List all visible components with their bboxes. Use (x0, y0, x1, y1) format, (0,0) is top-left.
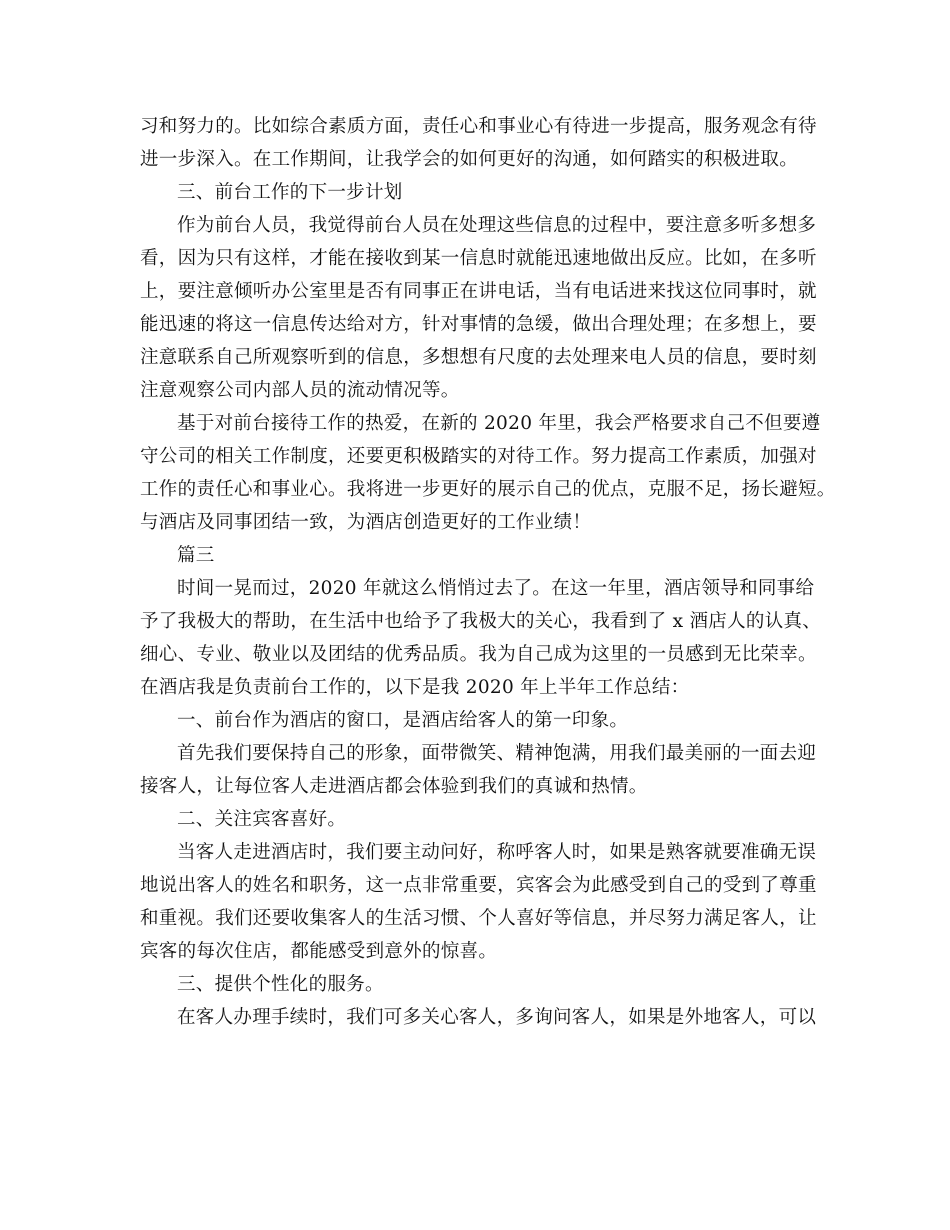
text-line: 宾客的每次住店，都能感受到意外的惊喜。 (140, 941, 498, 962)
text-line: 看，因为只有这样，才能在接收到某一信息时就能迅速地做出反应。比如，在多听 (140, 248, 817, 269)
text-line: 接客人，让每位客人走进酒店都会体验到我们的真诚和热情。 (140, 776, 648, 797)
text-line: 进一步深入。在工作期间，让我学会的如何更好的沟通，如何踏实的积极进取。 (140, 149, 799, 170)
text-line: 当客人走进酒店时，我们要主动问好，称呼客人时，如果是熟客就要准确无误 (177, 842, 817, 863)
text-line: 注意观察公司内部人员的流动情况等。 (140, 380, 460, 401)
text-line: 工作的责任心和事业心。我将进一步更好的展示自己的优点，克服不足，扬长避短。 (140, 479, 836, 500)
text-line: 地说出客人的姓名和职务，这一点非常重要，宾客会为此感受到自己的受到了尊重 (140, 875, 817, 896)
text-line: 在酒店我是负责前台工作的，以下是我 2020 年上半年工作总结： (140, 677, 690, 698)
text-line: 习和努力的。比如综合素质方面，责任心和事业心有待进一步提高，服务观念有待 (140, 116, 817, 137)
section-heading: 三、前台工作的下一步计划 (177, 182, 403, 203)
section-heading: 三、提供个性化的服务。 (177, 974, 384, 995)
text-line: 基于对前台接待工作的热爱，在新的 2020 年里，我会严格要求自己不但要遵 (177, 413, 821, 434)
text-line: 上，要注意倾听办公室里是否有同事正在讲电话，当有电话进来找这位同事时，就 (140, 281, 817, 302)
text-line: 与酒店及同事团结一致，为酒店创造更好的工作业绩！ (140, 512, 592, 533)
section-heading: 二、关注宾客喜好。 (177, 809, 347, 830)
text-line: 细心、专业、敬业以及团结的优秀品质。我为自己成为这里的一员感到无比荣幸。 (140, 644, 817, 665)
section-heading: 一、前台作为酒店的窗口，是酒店给客人的第一印象。 (177, 710, 629, 731)
text-line: 时间一晃而过，2020 年就这么悄悄过去了。在这一年里，酒店领导和同事给 (177, 578, 815, 599)
text-line: 能迅速的将这一信息传达给对方，针对事情的急缓，做出合理处理；在多想上，要 (140, 314, 817, 335)
text-line: 和重视。我们还要收集客人的生活习惯、个人喜好等信息，并尽努力满足客人，让 (140, 908, 817, 929)
text-line: 注意联系自己所观察听到的信息，多想想有尺度的去处理来电人员的信息，要时刻 (140, 347, 817, 368)
part-heading: 篇三 (177, 545, 215, 566)
text-line: 予了我极大的帮助，在生活中也给予了我极大的关心，我看到了 x 酒店人的认真、 (140, 611, 822, 632)
text-line: 在客人办理手续时，我们可多关心客人，多询问客人，如果是外地客人，可以 (177, 1007, 817, 1028)
document-body (140, 110, 836, 1034)
text-line: 守公司的相关工作制度，还要更积极踏实的对待工作。努力提高工作素质，加强对 (140, 446, 817, 467)
text-line: 首先我们要保持自己的形象，面带微笑、精神饱满，用我们最美丽的一面去迎 (177, 743, 817, 764)
text-line: 作为前台人员，我觉得前台人员在处理这些信息的过程中，要注意多听多想多 (177, 215, 817, 236)
